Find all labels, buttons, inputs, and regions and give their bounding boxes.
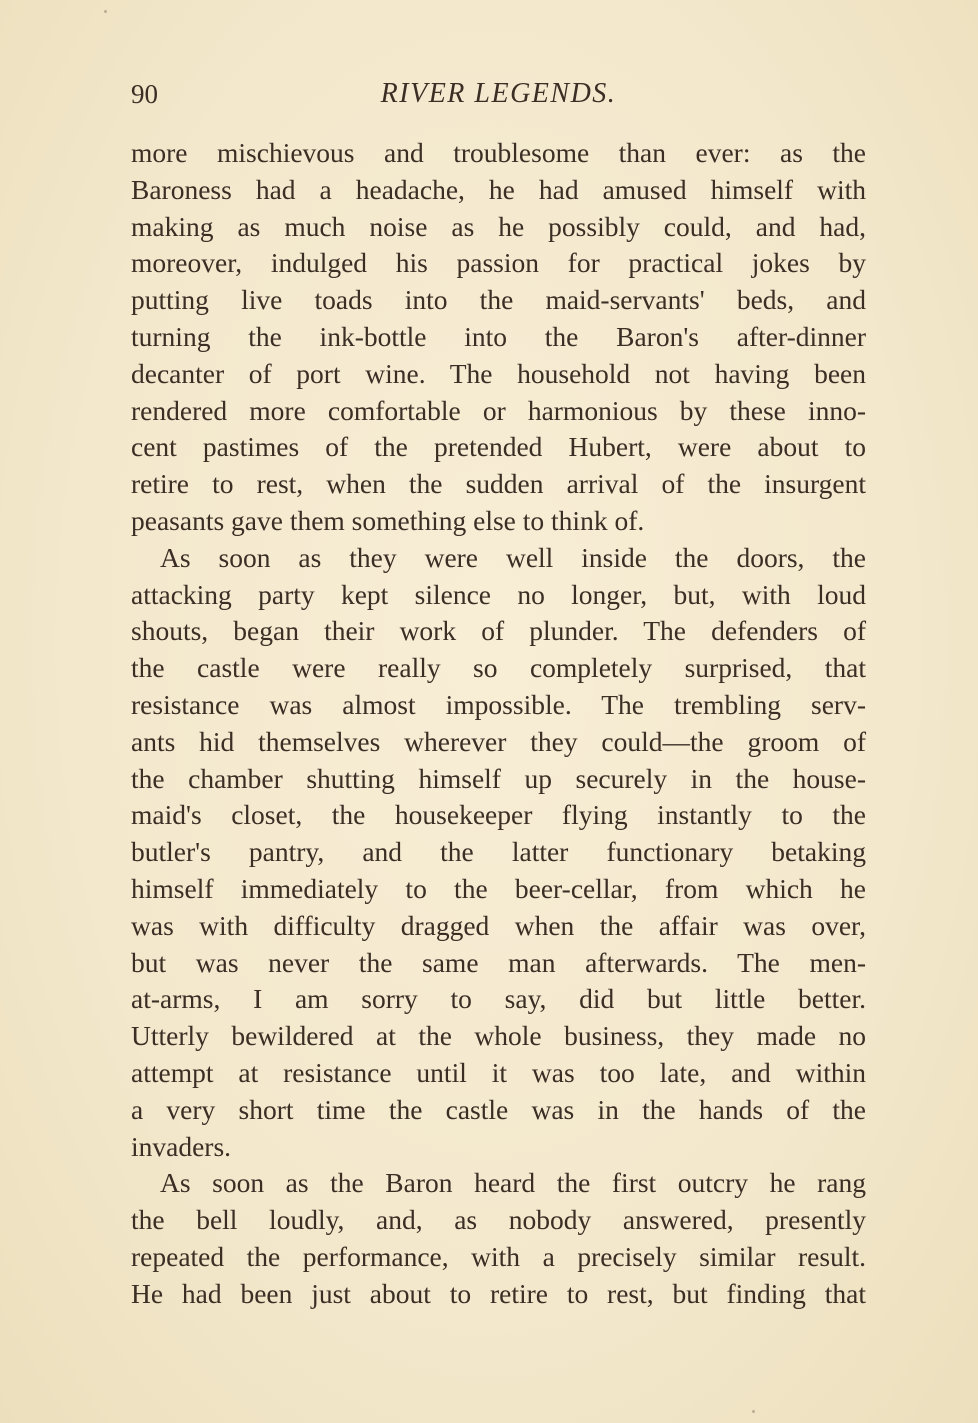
text-line: himself immediately to the beer-cellar, from which he — [131, 872, 866, 904]
text-line: cent pastimes of the pretended Hubert, were about to — [131, 431, 866, 463]
text-line: turning the ink-bottle into the Baron's after-dinner — [131, 320, 866, 352]
text-line: repeated the performance, with a precisely similar result. — [131, 1240, 866, 1272]
text-line: Utterly bewildered at the whole business, they made no — [131, 1020, 866, 1052]
text-line: ants hid themselves wherever they could—the groom of — [131, 725, 866, 757]
text-line: peasants gave them something else to think of. — [131, 504, 645, 536]
paragraph-2 — [131, 540, 866, 1166]
body-text — [131, 135, 866, 1313]
text-line: retire to rest, when the sudden arrival of the insurgent — [131, 468, 866, 500]
text-line: the bell loudly, and, as nobody answered, presently — [131, 1204, 866, 1236]
text-line: As soon as the Baron heard the first outcry he rang — [160, 1167, 866, 1199]
text-line: rendered more comfortable or harmonious by these inno- — [131, 394, 866, 426]
page-number: 90 — [131, 79, 158, 109]
text-line: the chamber shutting himself up securely in the house- — [131, 762, 866, 794]
text-line: was with difficulty dragged when the affair was over, — [131, 909, 866, 941]
text-line: the castle were really so completely surprised, that — [131, 652, 866, 684]
text-line: moreover, indulged his passion for practical jokes by — [131, 247, 866, 279]
text-line: Baroness had a headache, he had amused himself with — [131, 173, 866, 205]
text-line: a very short time the castle was in the hands of the — [131, 1093, 866, 1125]
text-line: putting live toads into the maid-servants' beds, and — [131, 284, 866, 316]
text-line: butler's pantry, and the latter functionary betaking — [131, 836, 866, 868]
text-line: As soon as they were well inside the doors, the — [160, 541, 866, 573]
text-line: He had been just about to retire to rest, but finding that — [131, 1277, 866, 1309]
text-line: resistance was almost impossible. The trembling serv- — [131, 688, 866, 720]
text-line: at-arms, I am sorry to say, did but little better. — [131, 983, 866, 1015]
text-line: decanter of port wine. The household not having been — [131, 357, 866, 389]
text-line: invaders. — [131, 1130, 232, 1162]
paper-speck — [752, 1410, 755, 1413]
text-line: shouts, began their work of plunder. The defenders of — [131, 615, 866, 647]
paragraph-3 — [131, 1165, 866, 1312]
text-line: making as much noise as he possibly could, and had, — [131, 210, 866, 242]
paragraph-1 — [131, 135, 866, 540]
paper-speck — [104, 10, 107, 13]
text-line: attempt at resistance until it was too late, and within — [131, 1056, 866, 1088]
text-line: attacking party kept silence no longer, but, with loud — [131, 578, 866, 610]
page-header — [131, 74, 866, 114]
text-line: more mischievous and troublesome than ever: as the — [131, 137, 866, 168]
text-line: but was never the same man afterwards. The men- — [131, 946, 866, 978]
text-line: maid's closet, the housekeeper flying instantly to the — [131, 799, 866, 831]
running-head: RIVER LEGENDS. — [380, 78, 617, 109]
